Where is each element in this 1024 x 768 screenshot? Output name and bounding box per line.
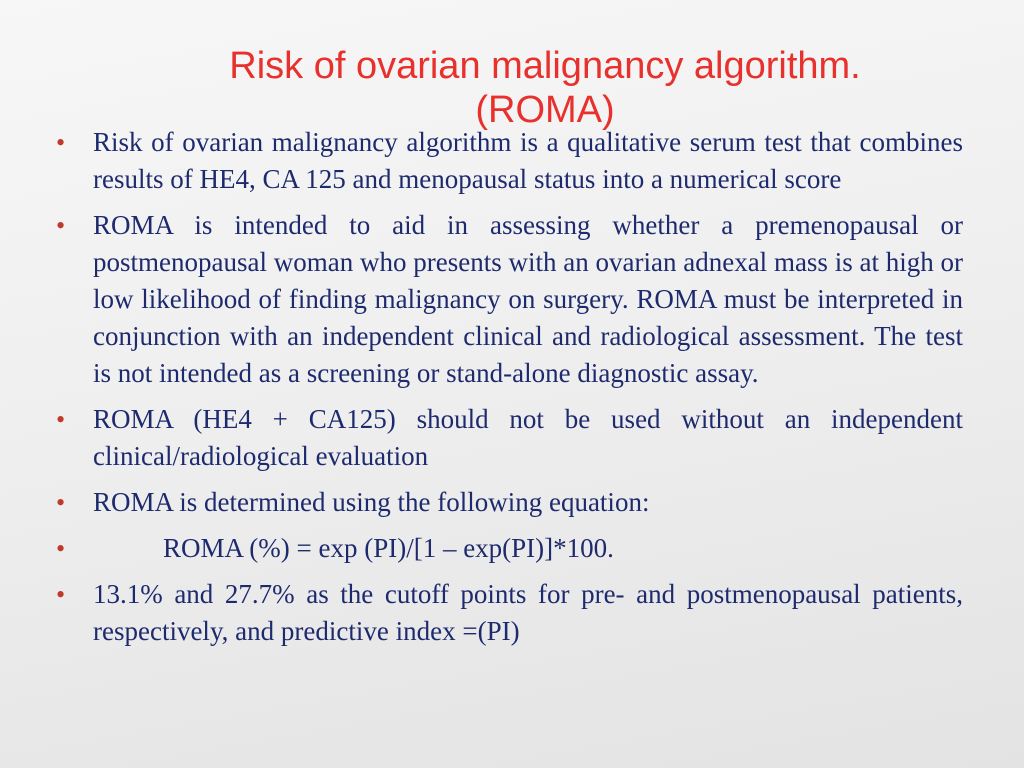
bullet-text: Risk of ovarian malignancy algorithm is a qualitative serum test that combines results of HE4, CA 125 and menopausal status into a numerical score — [93, 127, 963, 194]
slide-title-line-1: Risk of ovarian malignancy algorithm. — [229, 45, 861, 87]
bullet-marker: • — [56, 488, 66, 517]
bullet-text: 13.1% and 27.7% as the cutoff points for pre- and postmenopausal patients, respectively, and predictive index =(PI) — [93, 579, 963, 646]
bullet-marker: • — [56, 405, 66, 434]
bullet-item-warning — [56, 401, 963, 475]
bullet-marker: • — [56, 128, 66, 157]
slide-title — [150, 44, 940, 132]
bullet-item-cutoffs — [56, 576, 963, 650]
bullet-item-intended-use — [56, 207, 963, 392]
bullet-item-equation — [56, 530, 963, 567]
bullet-list — [56, 124, 963, 659]
bullet-marker: • — [56, 211, 66, 240]
bullet-item-equation-intro — [56, 484, 963, 521]
bullet-text: ROMA is intended to aid in assessing whether a premenopausal or postmenopausal woman who presents with an ovarian adnexal mass is at high or low likelihood of finding malignancy on surgery. ROMA must be interpreted in conjunction with an independent clinical and radiological assessment. The test is not intended as a screening or stand-alone diagnostic assay. — [93, 210, 963, 388]
bullet-text: ROMA is determined using the following equation: — [93, 487, 650, 517]
bullet-item-definition — [56, 124, 963, 198]
slide-title-line-2: (ROMA) — [475, 89, 615, 131]
bullet-marker: • — [56, 534, 66, 563]
bullet-text: ROMA (HE4 + CA125) should not be used without an independent clinical/radiological evaluation — [93, 404, 963, 471]
equation-text: ROMA (%) = exp (PI)/[1 – exp(PI)]*100. — [163, 533, 614, 563]
bullet-marker: • — [56, 580, 66, 609]
